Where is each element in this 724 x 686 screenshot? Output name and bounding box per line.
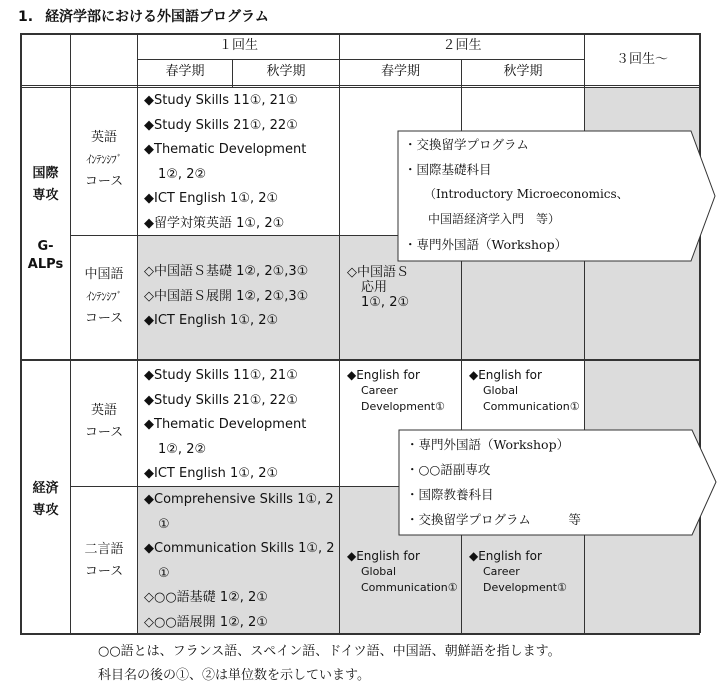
major-economics: 経済 専攻 [32, 481, 59, 518]
list-item: ◆ICT English 1①, 2① [144, 313, 279, 328]
course-econ-english: 英語 コース [84, 403, 124, 440]
list-item: ・国際基礎科目 [404, 162, 492, 177]
list-item: ・国際教養科目 [406, 487, 494, 502]
callout-econ-list [406, 432, 581, 532]
list-item: ◆Communication Skills 1①, 2 [144, 541, 335, 556]
list-item: 1②, 2② [158, 441, 207, 457]
course-econ-bilingual: 二言語 コース [84, 542, 124, 579]
header-mid-line [138, 59, 584, 60]
header-bottom-line [20, 85, 700, 88]
list-item: ◆Thematic Development [144, 142, 307, 157]
list-item: ・○○語副専攻 [406, 462, 491, 477]
list-item: （Introductory Microeconomics、 [424, 187, 629, 201]
list-item: ◆ICT English 1①, 2① [144, 466, 279, 481]
list-item: ◆Study Skills 21①, 22① [144, 117, 298, 133]
list-item: ◆ICT English 1①, 2① [144, 191, 279, 206]
col-y2-line [339, 33, 340, 633]
col-y3-line [584, 33, 585, 633]
course-intl-chinese: 中国語 ｲﾝﾃﾝｼﾌﾞ コース [84, 267, 124, 326]
list-item: ◇○○語展開 1②, 2① [144, 614, 268, 630]
col-course-line [137, 33, 138, 633]
header-year3: ３回生～ [615, 52, 668, 67]
list-item: 中国語経済学入門 等） [428, 212, 561, 226]
major-divider [20, 359, 700, 361]
header-y1-autumn: 秋学期 [266, 64, 306, 79]
table-right-border [699, 33, 701, 633]
footnote-credits: 科目名の後の①、②は単位数を示しています。 [98, 668, 370, 683]
list-item: ◆Study Skills 21①, 22① [144, 392, 298, 408]
econ-bilingual-y1-list [144, 488, 335, 635]
header-year1: １回生 [218, 38, 258, 53]
econ-english-y1-list [144, 364, 306, 487]
table-top-border [20, 33, 700, 35]
list-item: ◆Thematic Development [144, 417, 307, 432]
intl-english-y1-list [144, 89, 306, 236]
section-title-text: 経済学部における外国語プログラム [45, 9, 269, 25]
list-item: ① [158, 516, 170, 532]
header-y2-autumn: 秋学期 [503, 64, 543, 79]
list-item: ・専門外国語（Workshop） [406, 437, 570, 452]
course-intl-english: 英語 ｲﾝﾃﾝｼﾌﾞ コース [84, 130, 124, 189]
header-y1-spring: 春学期 [165, 64, 205, 79]
footnote-languages: ○○語とは、フランス語、スペイン語、ドイツ語、中国語、朝鮮語を指します。 [98, 644, 561, 659]
header-y2-spring: 春学期 [380, 64, 420, 79]
list-item: ◆留学対策英語 1①, 2① [144, 215, 285, 231]
intl-chinese-y2-spring: ◇中国語Ｓ 応用 1①, 2① [347, 265, 410, 310]
econ-bilingual-y2-spring: ◆English for Global Communication① [347, 549, 458, 594]
table-bottom-border [20, 633, 700, 635]
list-item: ◆Study Skills 11①, 21① [144, 93, 298, 108]
major-galps: G- ALPs [27, 239, 64, 272]
list-item: ◇中国語Ｓ展開 1②, 2①,3① [144, 288, 309, 304]
section-title [18, 6, 269, 26]
callout-intl-list [404, 132, 629, 257]
econ-english-y2-autumn: ◆English for Global Communication① [469, 368, 580, 413]
econ-bilingual-y2-autumn: ◆English for Career Development① [469, 549, 567, 594]
list-item: ・交換留学プログラム [404, 137, 529, 152]
header-year2: ２回生 [442, 38, 482, 53]
table-left-border [20, 33, 22, 633]
list-item: ◇中国語Ｓ基礎 1②, 2①,3① [144, 264, 309, 279]
list-item: ・専門外国語（Workshop） [404, 237, 568, 252]
intl-chinese-y1-list [144, 260, 308, 334]
list-item: ◇○○語基礎 1②, 2① [144, 590, 268, 605]
list-item: ◆Study Skills 11①, 21① [144, 368, 298, 383]
section-number: 1. [18, 9, 34, 25]
list-item: ① [158, 565, 170, 581]
list-item: ・交換留学プログラム 等 [406, 512, 581, 527]
econ-english-y2-spring: ◆English for Career Development① [347, 368, 445, 413]
list-item: ◆Comprehensive Skills 1①, 2 [144, 492, 334, 507]
major-international: 国際 専攻 [32, 166, 59, 203]
list-item: 1②, 2② [158, 166, 207, 182]
